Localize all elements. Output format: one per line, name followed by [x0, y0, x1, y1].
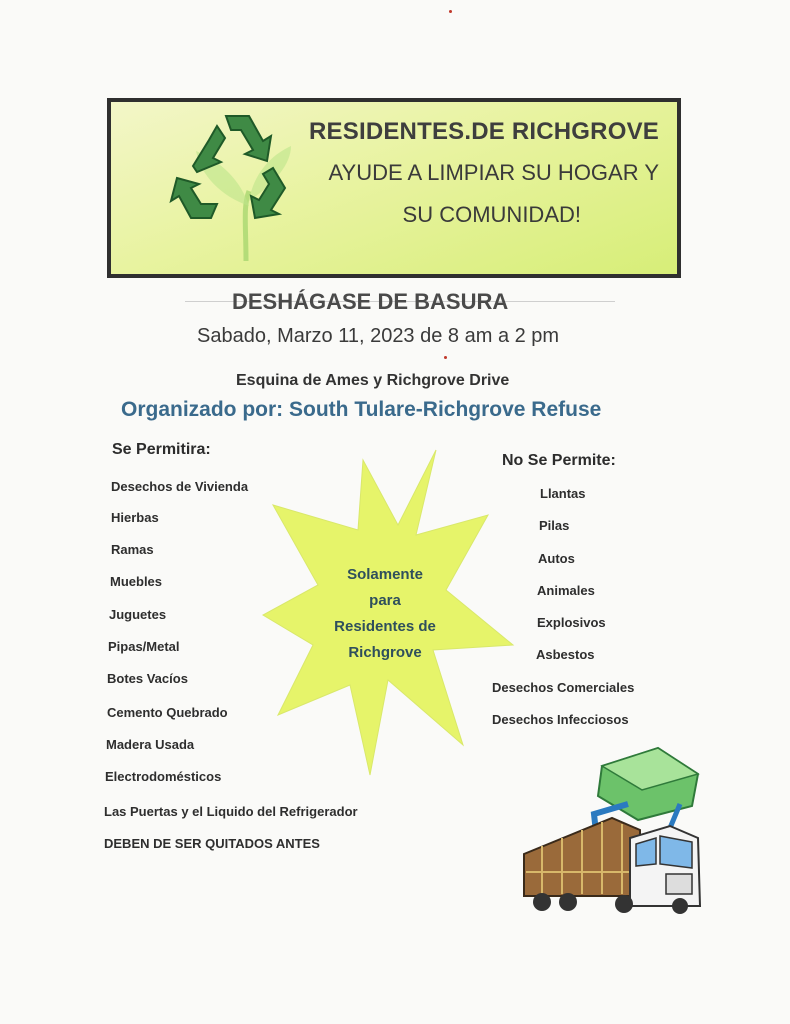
star-line1: Solamente: [347, 566, 423, 583]
not-allowed-item: Asbestos: [536, 647, 595, 662]
allowed-item: Cemento Quebrado: [107, 705, 228, 720]
not-allowed-item: Llantas: [540, 486, 586, 501]
allowed-item: Muebles: [110, 574, 163, 589]
not-allowed-item: Desechos Infecciosos: [492, 712, 629, 727]
speck: [449, 10, 452, 13]
allowed-item-note: DEBEN DE SER QUITADOS ANTES: [104, 836, 320, 851]
banner-subtitle-line1: AYUDE A LIMPIAR SU HOGAR Y: [328, 160, 659, 185]
event-organizer: Organizado por: South Tulare-Richgrove Refuse: [121, 398, 602, 421]
allowed-heading: Se Permitira:: [112, 441, 211, 458]
allowed-item: Las Puertas y el Liquido del Refrigerador: [104, 804, 358, 819]
not-allowed-heading: No Se Permite:: [502, 452, 616, 469]
event-date: Sabado, Marzo 11, 2023 de 8 am a 2 pm: [197, 325, 560, 347]
allowed-item: Desechos de Vivienda: [111, 479, 249, 494]
allowed-item: Pipas/Metal: [108, 639, 180, 654]
allowed-item: Madera Usada: [106, 737, 195, 752]
speck: [444, 356, 447, 359]
not-allowed-item: Autos: [538, 551, 575, 566]
banner-subtitle-line2: SU COMUNIDAD!: [402, 202, 581, 227]
star-line4: Richgrove: [348, 644, 422, 661]
header-banner: [107, 98, 681, 278]
banner-title: RESIDENTES.DE RICHGROVE: [309, 118, 659, 145]
garbage-truck-icon: [520, 746, 705, 916]
not-allowed-item: Animales: [537, 583, 595, 598]
star-message: [310, 562, 460, 666]
not-allowed-item: Explosivos: [537, 615, 606, 630]
allowed-item: Botes Vacíos: [107, 671, 188, 686]
star-line2: para: [369, 592, 401, 609]
star-line3: Residentes de: [334, 618, 436, 635]
not-allowed-item: Pilas: [539, 518, 570, 533]
recycle-plant-icon: [151, 106, 301, 266]
event-location: Esquina de Ames y Richgrove Drive: [236, 372, 510, 389]
allowed-item: Hierbas: [111, 510, 159, 525]
allowed-item: Juguetes: [109, 607, 167, 622]
allowed-item: Electrodomésticos: [105, 769, 222, 784]
event-heading: DESHÁGASE DE BASURA: [232, 289, 509, 314]
not-allowed-item: Desechos Comerciales: [492, 680, 635, 695]
allowed-item: Ramas: [111, 542, 154, 557]
